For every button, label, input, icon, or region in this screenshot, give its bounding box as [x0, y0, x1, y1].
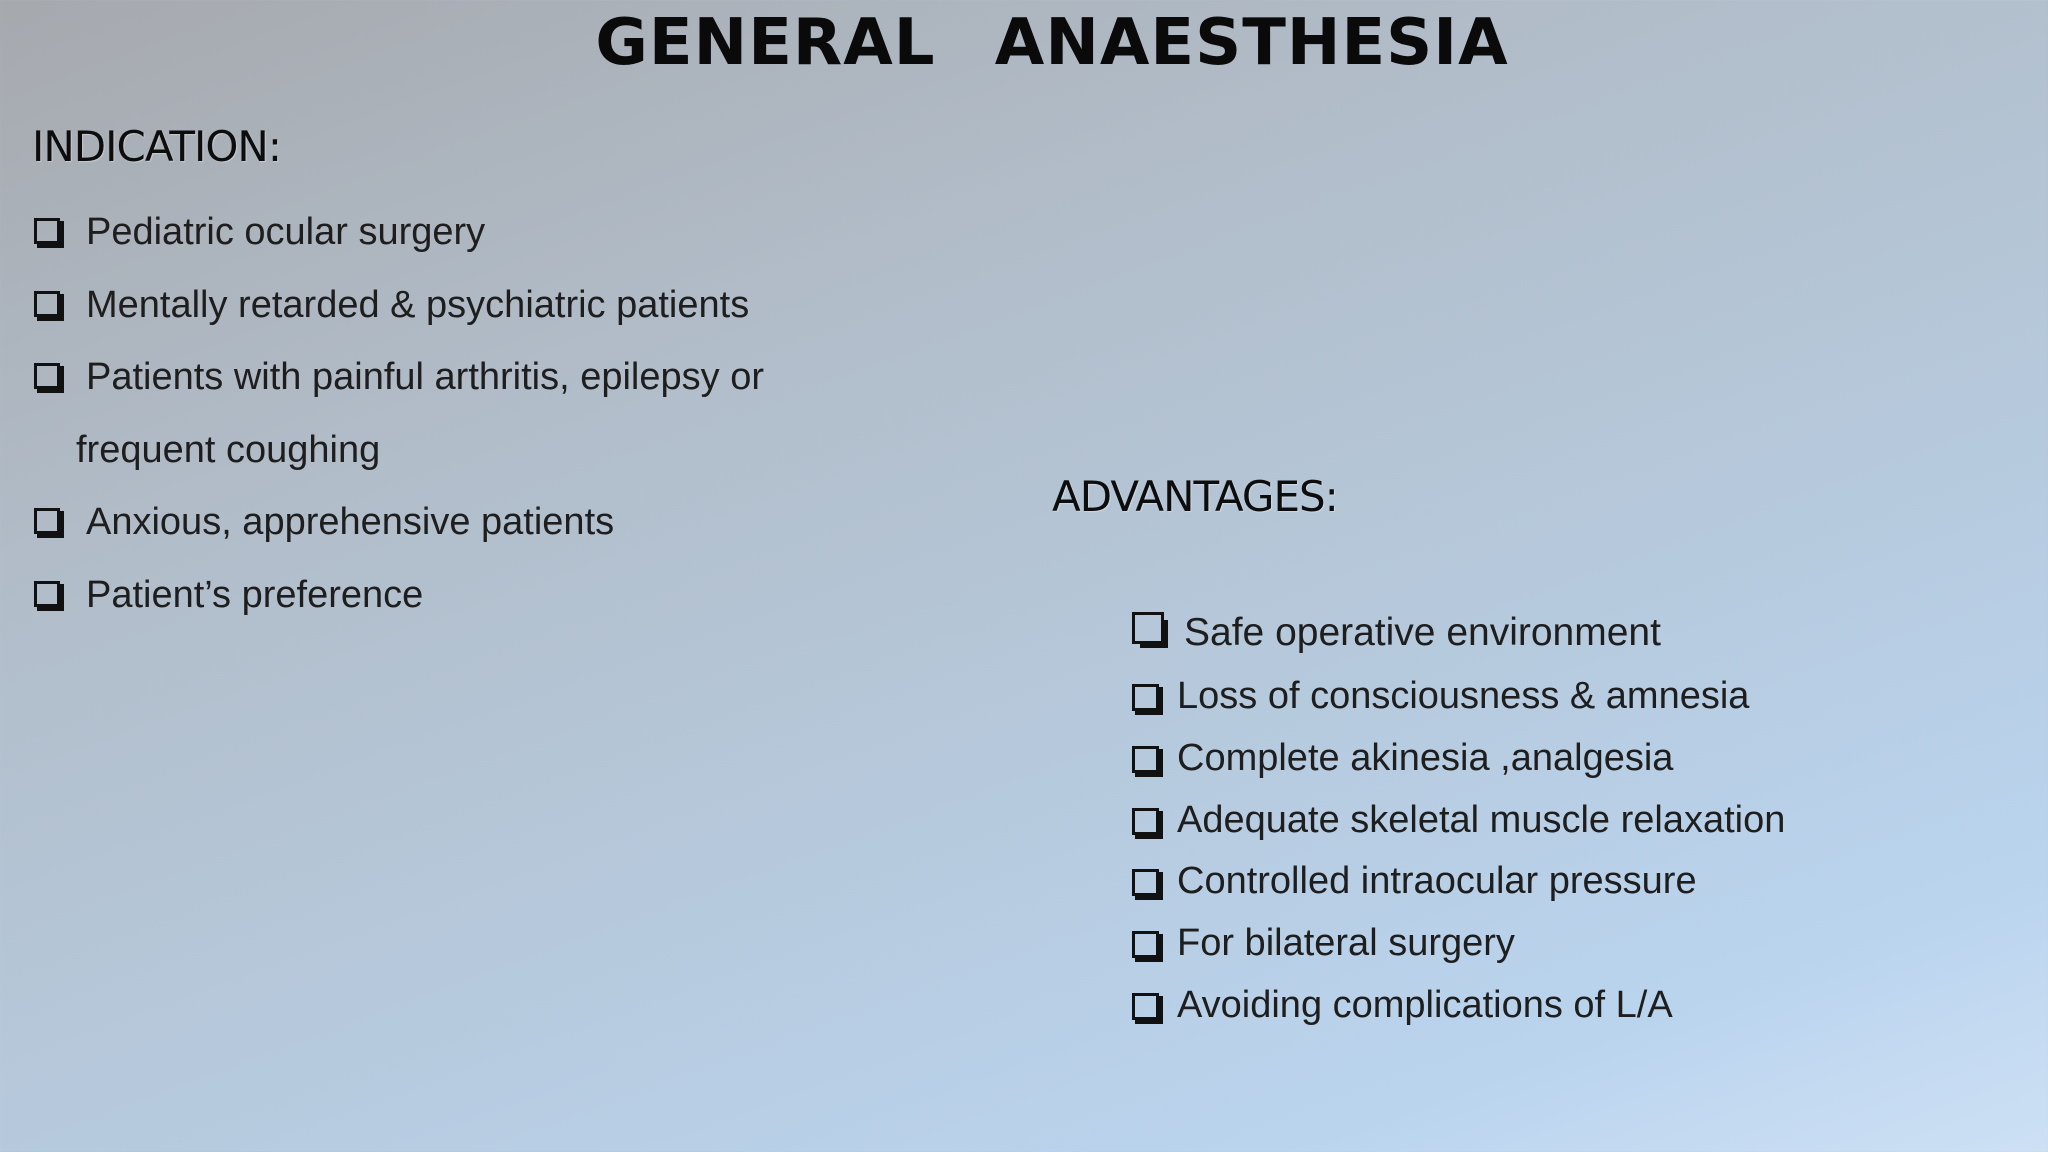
list-item: [1132, 975, 2012, 1037]
list-item: [1132, 851, 2012, 913]
checkbox-bullet-icon: [1132, 746, 1159, 773]
list-item-text: Safe operative environment: [1184, 611, 1661, 654]
checkbox-bullet-icon: [1132, 993, 1159, 1020]
list-item: [34, 269, 934, 342]
list-item-text: Patient’s preference: [86, 573, 424, 616]
list-item-text: Controlled intraocular pressure: [1177, 860, 1697, 903]
list-item: [1132, 728, 2012, 790]
list-item-text: Pediatric ocular surgery: [86, 211, 486, 253]
list-item-text: Loss of consciousness & amnesia: [1177, 675, 1750, 717]
list-item: [34, 486, 934, 559]
checkbox-bullet-icon: [34, 363, 60, 389]
list-item-text-block: [76, 341, 866, 486]
advantages-heading: ADVANTAGES:: [1052, 472, 1338, 521]
checkbox-bullet-icon: [34, 291, 60, 317]
list-item-text: Complete akinesia ,analgesia: [1177, 736, 1674, 779]
checkbox-bullet-icon: [1132, 612, 1164, 644]
list-item: [1132, 790, 2012, 852]
checkbox-bullet-icon: [1132, 808, 1159, 835]
slide-title: GENERAL ANAESTHESIA: [595, 6, 1509, 80]
checkbox-bullet-icon: [34, 508, 60, 534]
list-item: [34, 196, 934, 269]
list-item: [1132, 600, 2012, 666]
list-item: [34, 341, 934, 486]
checkbox-bullet-icon: [1132, 931, 1159, 958]
indication-list: [34, 196, 934, 631]
checkbox-bullet-icon: [1132, 869, 1159, 896]
list-item: [1132, 913, 2012, 975]
list-item-text-continuation: frequent coughing: [76, 428, 381, 471]
checkbox-bullet-icon: [34, 218, 60, 244]
list-item-text: Avoiding complications of L/A: [1177, 983, 1673, 1026]
list-item-text: Patients with painful arthritis, epilepsy or: [86, 356, 764, 398]
checkbox-bullet-icon: [1132, 684, 1159, 711]
list-item-text: Adequate skeletal muscle relaxation: [1177, 798, 1786, 841]
list-item-text: Anxious, apprehensive patients: [86, 501, 615, 543]
list-item: [34, 559, 934, 632]
list-item-text: For bilateral surgery: [1177, 922, 1515, 965]
list-item: [1132, 666, 2012, 728]
advantages-list: [1132, 600, 2012, 1037]
checkbox-bullet-icon: [34, 581, 60, 607]
list-item-text: Mentally retarded & psychiatric patients: [86, 283, 750, 326]
indication-heading: INDICATION:: [32, 122, 281, 171]
